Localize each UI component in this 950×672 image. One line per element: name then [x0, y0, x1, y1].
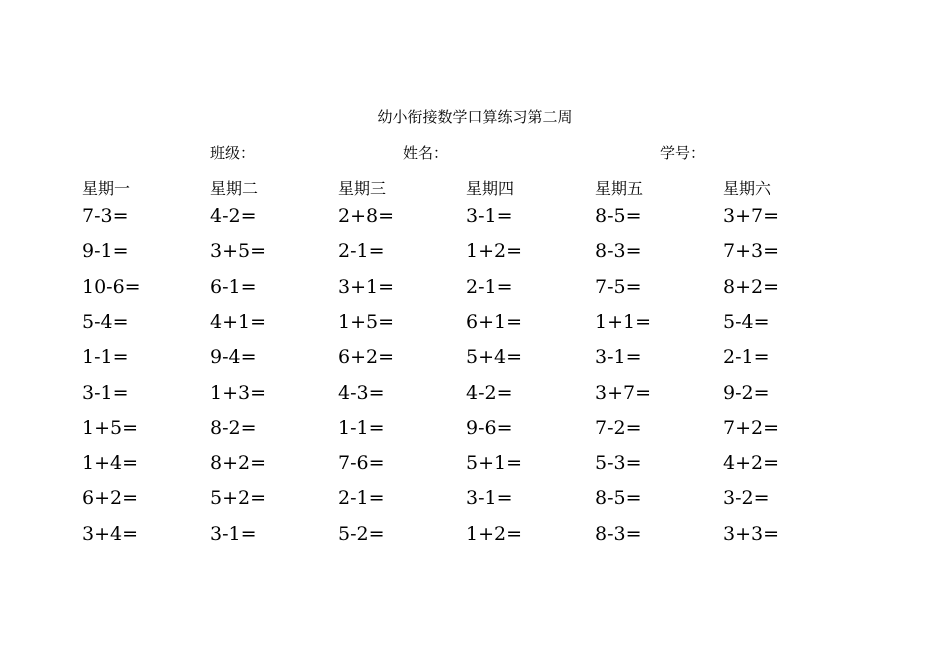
arithmetic-problem: 1-1= [338, 416, 385, 439]
arithmetic-problem: 3-1= [466, 487, 513, 510]
arithmetic-problem: 3+7= [595, 381, 652, 404]
arithmetic-problem: 4+1= [210, 310, 267, 333]
arithmetic-problem: 3+1= [338, 275, 395, 298]
arithmetic-problem: 1+4= [82, 452, 139, 475]
arithmetic-problem: 1+1= [595, 310, 652, 333]
arithmetic-problem: 5+4= [466, 346, 523, 369]
arithmetic-problem: 6+1= [466, 310, 523, 333]
arithmetic-problem: 3+4= [82, 522, 139, 545]
arithmetic-problem: 5-3= [595, 452, 642, 475]
arithmetic-problem: 1+5= [338, 310, 395, 333]
day-header: 星期六 [723, 179, 772, 198]
arithmetic-problem: 7-5= [595, 275, 642, 298]
arithmetic-problem: 7-2= [595, 416, 642, 439]
arithmetic-problem: 6+2= [338, 346, 395, 369]
arithmetic-problem: 8+2= [723, 275, 780, 298]
arithmetic-problem: 3+7= [723, 205, 780, 227]
arithmetic-problem: 3-2= [723, 487, 770, 510]
arithmetic-problem: 3-1= [466, 205, 513, 227]
day-header: 星期三 [338, 179, 387, 198]
class-label: 班级： [210, 144, 256, 162]
arithmetic-problem: 10-6= [82, 275, 141, 298]
day-header: 星期四 [466, 179, 515, 198]
arithmetic-problem: 3-1= [82, 381, 129, 404]
arithmetic-problem: 4-2= [210, 205, 257, 227]
arithmetic-problem: 9-1= [82, 240, 129, 263]
arithmetic-problem: 8-2= [210, 416, 257, 439]
day-header: 星期五 [595, 179, 644, 198]
arithmetic-problem: 2-1= [338, 240, 385, 263]
arithmetic-problem: 4+2= [723, 452, 780, 475]
arithmetic-problem: 7+2= [723, 416, 780, 439]
arithmetic-problem: 7+3= [723, 240, 780, 263]
page-title: 幼小衔接数学口算练习第二周 [377, 108, 573, 126]
arithmetic-problem: 2-1= [466, 275, 513, 298]
arithmetic-problem: 9-4= [210, 346, 257, 369]
arithmetic-problem: 8+2= [210, 452, 267, 475]
arithmetic-problem: 4-2= [466, 381, 513, 404]
arithmetic-problem: 1+2= [466, 522, 523, 545]
arithmetic-problem: 4-3= [338, 381, 385, 404]
arithmetic-problem: 3-1= [210, 522, 257, 545]
arithmetic-problem: 1+3= [210, 381, 267, 404]
arithmetic-problem: 2-1= [723, 346, 770, 369]
arithmetic-problem: 1-1= [82, 346, 129, 369]
arithmetic-problem: 1+2= [466, 240, 523, 263]
arithmetic-problem: 3+3= [723, 522, 780, 545]
arithmetic-problem: 8-3= [595, 240, 642, 263]
arithmetic-problem: 2-1= [338, 487, 385, 510]
arithmetic-problem: 8-3= [595, 522, 642, 545]
day-header: 星期一 [82, 179, 131, 198]
arithmetic-problem: 3+5= [210, 240, 267, 263]
arithmetic-problem: 7-6= [338, 452, 385, 475]
student-id-label: 学号： [660, 144, 706, 162]
arithmetic-problem: 9-6= [466, 416, 513, 439]
arithmetic-problem: 5+1= [466, 452, 523, 475]
arithmetic-problem: 1+5= [82, 416, 139, 439]
arithmetic-problem: 7-3= [82, 205, 129, 227]
arithmetic-problem: 3-1= [595, 346, 642, 369]
arithmetic-problem: 9-2= [723, 381, 770, 404]
name-label: 姓名： [403, 144, 449, 162]
arithmetic-problem: 5-4= [723, 310, 770, 333]
arithmetic-problem: 5-2= [338, 522, 385, 545]
arithmetic-problem: 6-1= [210, 275, 257, 298]
arithmetic-problem: 8-5= [595, 487, 642, 510]
arithmetic-problem: 8-5= [595, 205, 642, 227]
arithmetic-problem: 2+8= [338, 205, 395, 227]
arithmetic-problem: 5+2= [210, 487, 267, 510]
day-header: 星期二 [210, 179, 259, 198]
arithmetic-problem: 6+2= [82, 487, 139, 510]
arithmetic-problem: 5-4= [82, 310, 129, 333]
